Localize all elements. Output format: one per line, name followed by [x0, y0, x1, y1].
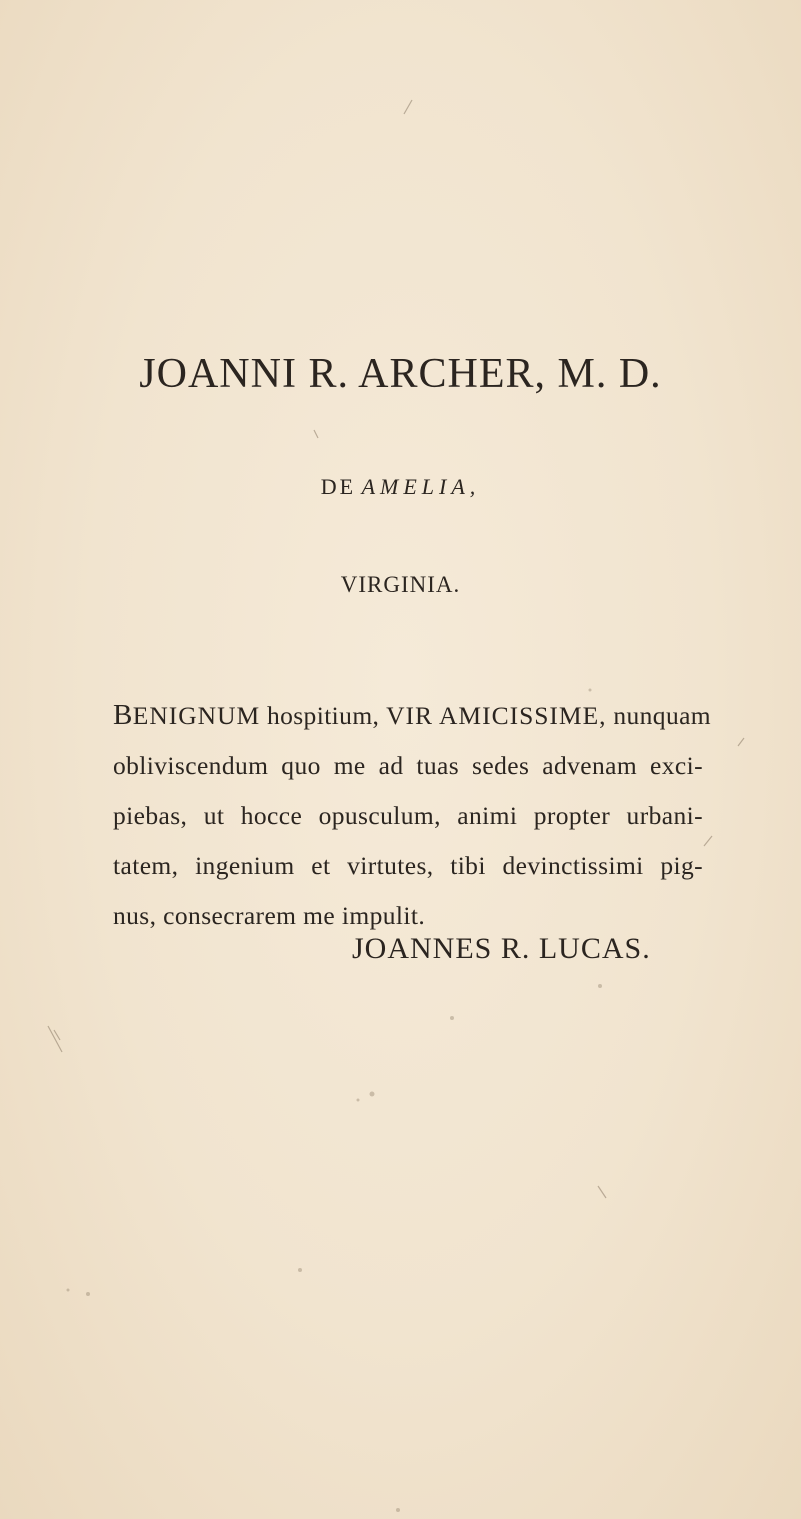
paragraph-line-3: piebas, ut hocce opusculum, animi propter urbani-: [113, 801, 703, 830]
state-name: VIRGINIA.: [340, 572, 461, 597]
line1-text-a: hospitium,: [266, 701, 380, 730]
drop-cap: B: [113, 699, 133, 731]
signature: JOANNES R. LUCAS.: [352, 932, 651, 965]
line1-text-b: nunquam: [613, 701, 712, 730]
location-preposition: DE: [320, 474, 357, 499]
dedication-paragraph: [113, 690, 712, 941]
paragraph-line-4: tatem, ingenium et virtutes, tibi devinctissimi pig-: [113, 851, 703, 880]
line1-smallcaps: VIR AMICISSIME,: [386, 701, 607, 730]
first-word-rest: ENIGNUM: [132, 701, 261, 730]
paragraph-line-1: [113, 690, 712, 741]
paragraph-line-5: nus, consecrarem me impulit.: [113, 901, 426, 930]
location-place: AMELIA,: [361, 474, 481, 499]
paragraph-line-2: obliviscendum quo me ad tuas sedes advenam exci-: [113, 751, 703, 780]
location-line: [0, 474, 801, 500]
dedicatee-name: JOANNI R. ARCHER, M. D.: [139, 351, 662, 397]
